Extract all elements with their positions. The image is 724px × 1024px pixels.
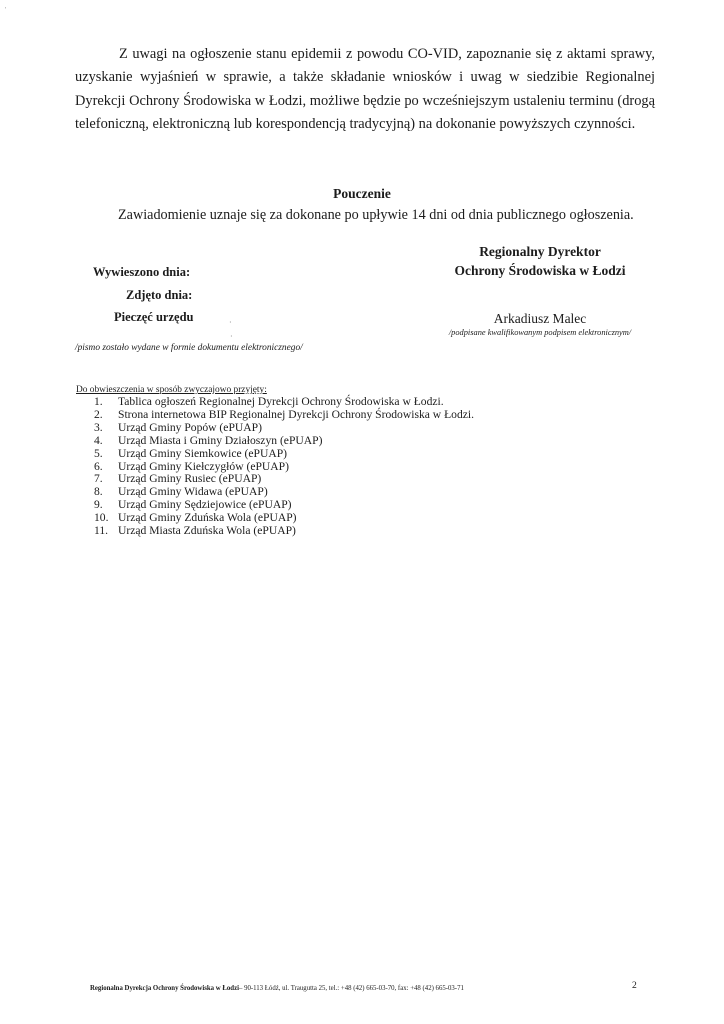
signer-name: Arkadiusz Malec xyxy=(493,311,587,326)
list-item: 8. Urząd Gminy Widawa (ePUAP) xyxy=(94,485,268,499)
signature-title-line2: Ochrony Środowiska w Łodzi xyxy=(454,263,626,278)
footer-organization: Regionalna Dyrekcja Ochrony Środowiska w Łodzi xyxy=(90,985,239,992)
signature-title-line1: Regionalny Dyrektor xyxy=(479,244,601,259)
list-item: 1. Tablica ogłoszeń Regionalnej Dyrekcji Ochrony Środowiska w Łodzi. xyxy=(94,395,444,408)
list-item: 2. Strona internetowa BIP Regionalnej Dyrekcji Ochrony Środowiska w Łodzi. xyxy=(94,407,475,421)
list-item: 6. Urząd Gminy Kiełczygłów (ePUAP) xyxy=(94,459,289,473)
instruction-heading: Pouczenie xyxy=(333,186,391,201)
page-footer xyxy=(90,985,464,992)
list-item: 9. Urząd Gminy Sędziejowice (ePUAP) xyxy=(94,498,292,512)
distribution-list xyxy=(94,396,474,538)
instruction-text: Zawiadomienie uznaje się za dokonane po upływie 14 dni od dnia publicznego ogłoszenia. xyxy=(118,207,634,223)
posted-date-label: Wywieszono dnia: xyxy=(93,265,191,279)
footer-address: – 90-113 Łódź, ul. Traugutta 25, tel.: +48 (42) 665-03-70, fax: +48 (42) 665-03-71 xyxy=(238,985,464,992)
list-item: 3. Urząd Gminy Popów (ePUAP) xyxy=(94,420,262,434)
electronic-issue-note: /pismo zostało wydane w formie dokumentu elektronicznego/ xyxy=(75,343,303,353)
scan-speck: · xyxy=(229,318,232,327)
signature-note: /podpisane kwalifikowanym podpisem elektronicznym/ xyxy=(448,328,632,337)
list-item: 4. Urząd Miasta i Gminy Działoszyn (ePUAP) xyxy=(94,433,323,447)
distribution-header: Do obwieszczenia w sposób zwyczajowo przyjęty: xyxy=(76,385,267,395)
list-item: 7. Urząd Gminy Rusiec (ePUAP) xyxy=(94,472,262,486)
list-item: 11. Urząd Miasta Zduńska Wola (ePUAP) xyxy=(94,524,296,538)
covid-paragraph: Z uwagi na ogłoszenie stanu epidemii z powodu CO-VID, zapoznanie się z aktami sprawy, uzyskanie wyjaśnień w sprawie, a także składanie wniosków i uwag w siedzibie Regionalnej Dyrekcji Ochrony Środowiska w Łodzi, możliwe będzie po wcześniejszym ustaleniu terminu (drogą telefoniczną, elektroniczną lub korespondencją tradycyjną) na dokonanie powyższych czynności. xyxy=(75,46,655,133)
scan-speck: · xyxy=(230,332,233,341)
list-item: 10. Urząd Gminy Zduńska Wola (ePUAP) xyxy=(94,511,297,525)
removed-date-label: Zdjęto dnia: xyxy=(126,288,193,302)
signature-title xyxy=(432,242,648,280)
page-number: 2 xyxy=(632,980,637,991)
office-stamp-label: Pieczęć urzędu xyxy=(114,310,194,324)
corner-mark: ' xyxy=(5,6,7,14)
list-item: 5. Urząd Gminy Siemkowice (ePUAP) xyxy=(94,446,288,460)
